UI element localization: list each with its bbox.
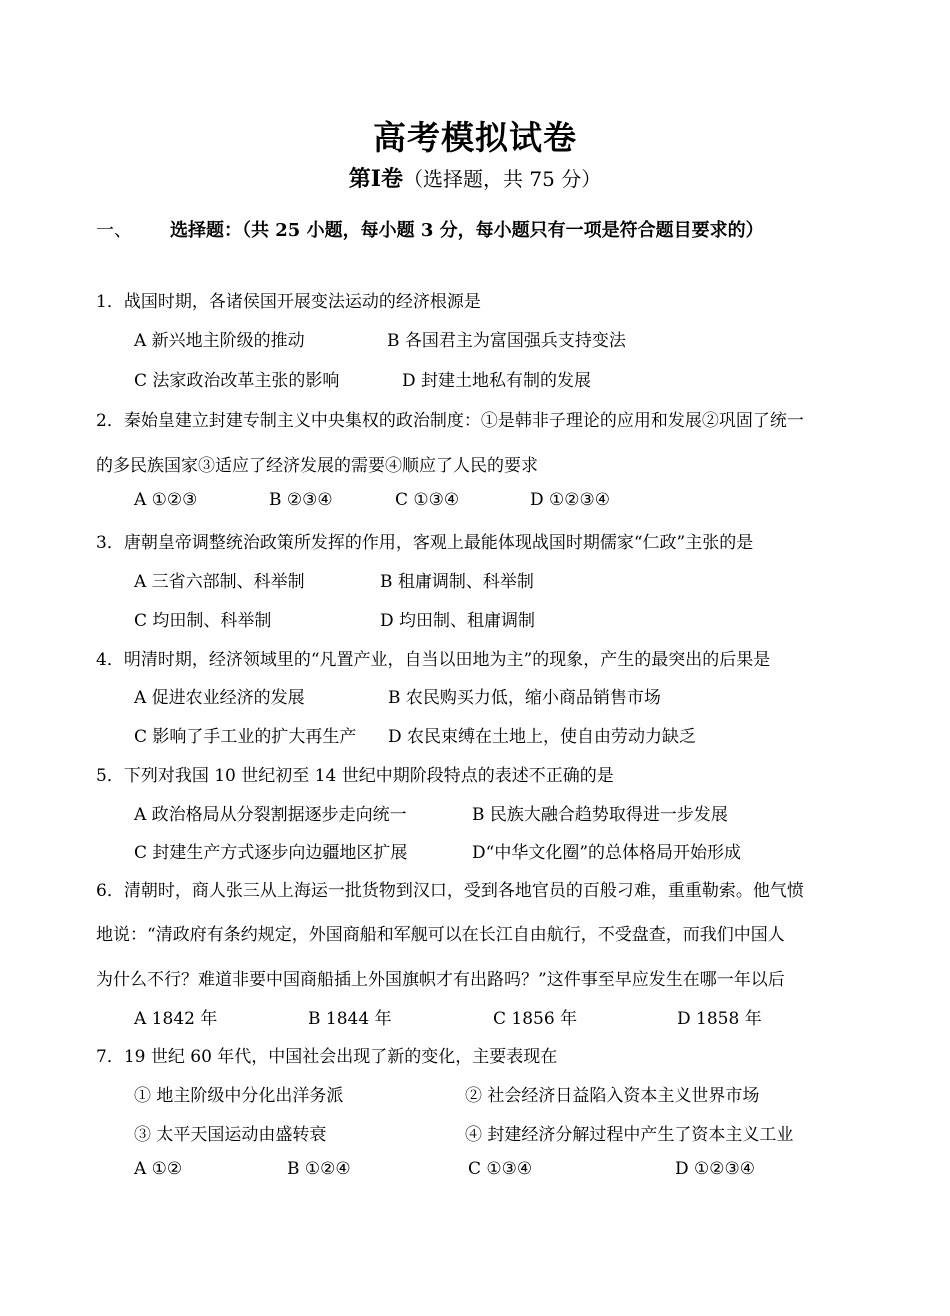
question-2-option-a: A ①②③ (134, 490, 198, 510)
question-2-stem-line-1: 2．秦始皇建立封建专制主义中央集权的政治制度：①是韩非子理论的应用和发展②巩固了统一 (96, 411, 804, 431)
question-6-option-a: A 1842 年 (134, 1009, 218, 1029)
question-2-option-d: D ①②③④ (530, 490, 610, 510)
question-7-statement-3: ③ 太平天国运动由盛转衰 (134, 1125, 327, 1145)
question-3-stem: 3．唐朝皇帝调整统治政策所发挥的作用，客观上最能体现战国时期儒家“仁政”主张的是 (96, 533, 754, 553)
subtitle-detail: （选择题，共 75 分） (403, 167, 602, 191)
question-7-statement-2: ② 社会经济日益陷入资本主义世界市场 (465, 1086, 760, 1106)
section-number: 一、 (96, 220, 132, 241)
question-7-option-b: B ①②④ (287, 1159, 351, 1179)
exam-title: 高考模拟试卷 (373, 118, 577, 157)
question-3-option-c: C 均田制、科举制 (134, 611, 272, 631)
question-4-option-c: C 影响了手工业的扩大再生产 (134, 727, 357, 747)
section-label: 选择题：（共 25 小题，每小题 3 分，每小题只有一项是符合题目要求的） (170, 220, 764, 241)
question-1-option-c: C 法家政治改革主张的影响 (134, 371, 340, 391)
question-3-option-b: B 租庸调制、科举制 (380, 572, 534, 592)
question-2-option-b: B ②③④ (269, 490, 333, 510)
question-7-statement-4: ④ 封建经济分解过程中产生了资本主义工业 (465, 1125, 794, 1145)
question-5-option-b: B 民族大融合趋势取得进一步发展 (472, 805, 728, 825)
question-4-option-d: D 农民束缚在土地上，使自由劳动力缺乏 (388, 727, 697, 747)
question-1-option-b: B 各国君主为富国强兵支持变法 (387, 331, 626, 351)
question-1-option-a: A 新兴地主阶级的推动 (134, 331, 305, 351)
question-7-option-a: A ①② (134, 1159, 183, 1179)
question-4-option-a: A 促进农业经济的发展 (134, 688, 305, 708)
section-heading (96, 216, 764, 242)
question-3-option-a: A 三省六部制、科举制 (134, 572, 305, 592)
question-1-option-d: D 封建土地私有制的发展 (402, 371, 592, 391)
question-6-stem-line-1: 6．清朝时，商人张三从上海运一批货物到汉口，受到各地官员的百般刁难，重重勒索。他气愤 (96, 881, 804, 901)
exam-subtitle (0, 162, 950, 193)
question-4-stem: 4．明清时期，经济领域里的“凡置产业，自当以田地为主”的现象，产生的最突出的后果是 (96, 650, 771, 670)
question-6-option-b: B 1844 年 (308, 1009, 392, 1029)
question-7-stem: 7．19 世纪 60 年代，中国社会出现了新的变化，主要表现在 (96, 1047, 558, 1067)
question-2-option-c: C ①③④ (395, 490, 460, 510)
question-6-stem-line-2: 地说：“清政府有条约规定，外国商船和军舰可以在长江自由航行，不受盘查，而我们中国人 (96, 925, 785, 945)
question-7-option-c: C ①③④ (468, 1159, 533, 1179)
question-4-option-b: B 农民购买力低，缩小商品销售市场 (388, 688, 661, 708)
question-3-option-d: D 均田制、租庸调制 (380, 611, 536, 631)
subtitle-volume: 第Ⅰ卷 (348, 166, 404, 192)
question-2-stem-line-2: 的多民族国家③适应了经济发展的需要④顺应了人民的要求 (96, 456, 538, 476)
question-5-option-d: D“中华文化圈”的总体格局开始形成 (472, 843, 742, 863)
question-7-statement-1: ① 地主阶级中分化出洋务派 (134, 1086, 344, 1106)
question-6-stem-line-3: 为什么不行？难道非要中国商船插上外国旗帜才有出路吗？”这件事至早应发生在哪一年以后 (96, 970, 785, 990)
question-1-stem: 1．战国时期，各诸侯国开展变法运动的经济根源是 (96, 292, 481, 312)
question-5-option-c: C 封建生产方式逐步向边疆地区扩展 (134, 843, 408, 863)
question-6-option-d: D 1858 年 (677, 1009, 762, 1029)
question-5-stem: 5．下列对我国 10 世纪初至 14 世纪中期阶段特点的表述不正确的是 (96, 766, 614, 786)
question-5-option-a: A 政治格局从分裂割据逐步走向统一 (134, 805, 407, 825)
question-6-option-c: C 1856 年 (493, 1009, 578, 1029)
question-7-option-d: D ①②③④ (675, 1159, 755, 1179)
